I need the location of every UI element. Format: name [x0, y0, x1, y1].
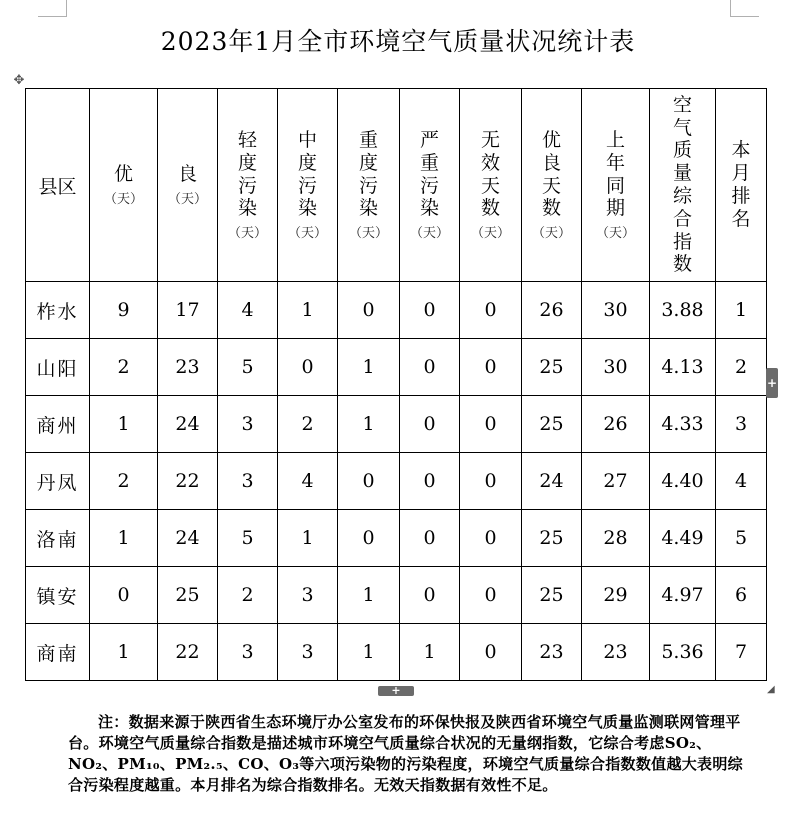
table-cell: 0: [460, 282, 522, 339]
table-cell: 1: [278, 510, 338, 567]
table-row: [26, 396, 767, 453]
column-header-unit: （天）: [103, 191, 143, 207]
table-cell: 0: [338, 282, 400, 339]
page-title: 2023年1月全市环境空气质量状况统计表: [160, 27, 636, 56]
table-cell: 0: [460, 339, 522, 396]
table-cell: 25: [522, 339, 582, 396]
column-header-unit: （天）: [227, 226, 267, 242]
table-cell: 25: [522, 510, 582, 567]
table-cell: 0: [338, 510, 400, 567]
table-cell: 0: [400, 453, 460, 510]
table-cell: 4: [278, 453, 338, 510]
table-cell: 5: [218, 339, 278, 396]
table-cell: 5: [716, 510, 767, 567]
column-header: [582, 89, 650, 282]
air-quality-table: [25, 88, 767, 681]
column-header: [90, 89, 158, 282]
column-header-label: 轻度污染: [237, 128, 257, 220]
table-row: [26, 624, 767, 681]
crop-mark-top-right: [730, 0, 759, 17]
column-header: [26, 89, 90, 282]
table-cell: 23: [582, 624, 650, 681]
table-cell: 25: [522, 396, 582, 453]
table-cell: 4.40: [650, 453, 716, 510]
table-cell: 0: [400, 396, 460, 453]
column-header-label: 上年同期: [605, 128, 625, 220]
table-cell: 22: [158, 453, 218, 510]
table-cell: 5: [218, 510, 278, 567]
county-name-cell: 柞水: [26, 282, 90, 339]
column-header-unit: （天）: [167, 191, 207, 207]
column-header-unit: （天）: [409, 226, 449, 242]
column-header-unit: （天）: [595, 226, 635, 242]
table-cell: 7: [716, 624, 767, 681]
table-body: [26, 282, 767, 681]
table-cell: 3: [716, 396, 767, 453]
table-cell: 2: [716, 339, 767, 396]
column-header-label: 无效天数: [480, 128, 500, 220]
table-cell: 0: [460, 510, 522, 567]
column-header-unit: （天）: [348, 226, 388, 242]
table-cell: 0: [338, 453, 400, 510]
column-header-label: 本月排名: [731, 139, 751, 230]
table-cell: 24: [158, 396, 218, 453]
column-header: [400, 89, 460, 282]
table-resize-icon[interactable]: ◢: [767, 684, 775, 695]
table-cell: 26: [582, 396, 650, 453]
column-header: [522, 89, 582, 282]
table-cell: 24: [158, 510, 218, 567]
add-row-button[interactable]: +: [378, 686, 414, 696]
table-cell: 0: [400, 339, 460, 396]
table-cell: 0: [400, 282, 460, 339]
column-header-label: 优: [113, 163, 133, 186]
column-header: [650, 89, 716, 282]
crop-mark-top-left: [38, 0, 67, 17]
county-name-cell: 丹凤: [26, 453, 90, 510]
table-cell: 0: [460, 453, 522, 510]
county-name-cell: 洛南: [26, 510, 90, 567]
table-cell: 3: [278, 624, 338, 681]
table-row: [26, 282, 767, 339]
table-cell: 1: [338, 624, 400, 681]
table-cell: 25: [522, 567, 582, 624]
table-cell: 4: [218, 282, 278, 339]
county-name-cell: 商州: [26, 396, 90, 453]
table-cell: 2: [278, 396, 338, 453]
column-header-unit: （天）: [531, 226, 571, 242]
table-cell: 1: [400, 624, 460, 681]
table-cell: 4.13: [650, 339, 716, 396]
table-cell: 1: [716, 282, 767, 339]
table-cell: 0: [400, 567, 460, 624]
table-move-icon[interactable]: ✥: [13, 73, 25, 88]
add-column-button[interactable]: +: [766, 368, 778, 398]
footnote: 注：数据来源于陕西省生态环境厅办公室发布的环保快报及陕西省环境空气质量监测联网管理平台。环境空气质量综合指数是描述城市环境空气质量综合状况的无量纲指数，它综合考虑SO₂、NO₂、PM₁₀、PM₂.₅、CO、O₃等六项污染物的污染程度，环境空气质量综合指数数值越大表明综合污染程度越重。本月排名为综合指数排名。无效天指数据有效性不足。: [68, 713, 743, 794]
table-cell: 3: [218, 396, 278, 453]
table-cell: 1: [338, 567, 400, 624]
table-row: [26, 339, 767, 396]
table-cell: 9: [90, 282, 158, 339]
table-cell: 3.88: [650, 282, 716, 339]
table-cell: 0: [460, 567, 522, 624]
table-cell: 1: [278, 282, 338, 339]
table-cell: 3: [218, 624, 278, 681]
table-cell: 29: [582, 567, 650, 624]
column-header: [278, 89, 338, 282]
column-header: [716, 89, 767, 282]
table-cell: 30: [582, 282, 650, 339]
table-cell: 0: [400, 510, 460, 567]
table-cell: 1: [90, 396, 158, 453]
table-cell: 25: [158, 567, 218, 624]
table-cell: 0: [460, 396, 522, 453]
table-cell: 6: [716, 567, 767, 624]
table-cell: 4.97: [650, 567, 716, 624]
column-header: [218, 89, 278, 282]
column-header-unit: （天）: [287, 226, 327, 242]
table-row: [26, 567, 767, 624]
column-header-label: 良: [177, 163, 197, 186]
column-header-label: 严重污染: [419, 128, 439, 220]
column-header: [158, 89, 218, 282]
table-cell: 2: [90, 453, 158, 510]
table-cell: 0: [90, 567, 158, 624]
table-cell: 2: [90, 339, 158, 396]
county-name-cell: 山阳: [26, 339, 90, 396]
column-header-label: 中度污染: [297, 128, 317, 220]
column-header: [460, 89, 522, 282]
table-cell: 30: [582, 339, 650, 396]
table-cell: 23: [158, 339, 218, 396]
table-cell: 28: [582, 510, 650, 567]
table-cell: 1: [90, 510, 158, 567]
table-cell: 23: [522, 624, 582, 681]
column-header-unit: （天）: [470, 226, 510, 242]
column-header: [338, 89, 400, 282]
table-cell: 27: [582, 453, 650, 510]
table-cell: 3: [278, 567, 338, 624]
table-cell: 22: [158, 624, 218, 681]
table-cell: 5.36: [650, 624, 716, 681]
table-cell: 26: [522, 282, 582, 339]
table-cell: 1: [90, 624, 158, 681]
table-cell: 0: [278, 339, 338, 396]
table-cell: 4: [716, 453, 767, 510]
table-cell: 4.33: [650, 396, 716, 453]
column-header-label: 空气质量综合指数: [672, 93, 692, 276]
table-cell: 24: [522, 453, 582, 510]
table-cell: 2: [218, 567, 278, 624]
table-cell: 1: [338, 339, 400, 396]
table-cell: 4.49: [650, 510, 716, 567]
county-name-cell: 商南: [26, 624, 90, 681]
column-header-label: 优良天数: [541, 128, 561, 220]
table-cell: 1: [338, 396, 400, 453]
table-cell: 3: [218, 453, 278, 510]
column-header-label: 县区: [38, 175, 77, 198]
county-name-cell: 镇安: [26, 567, 90, 624]
column-header-label: 重度污染: [358, 128, 378, 220]
table-cell: 0: [460, 624, 522, 681]
table-cell: 17: [158, 282, 218, 339]
table-row: [26, 510, 767, 567]
table-header-row: [26, 89, 767, 282]
table-row: [26, 453, 767, 510]
